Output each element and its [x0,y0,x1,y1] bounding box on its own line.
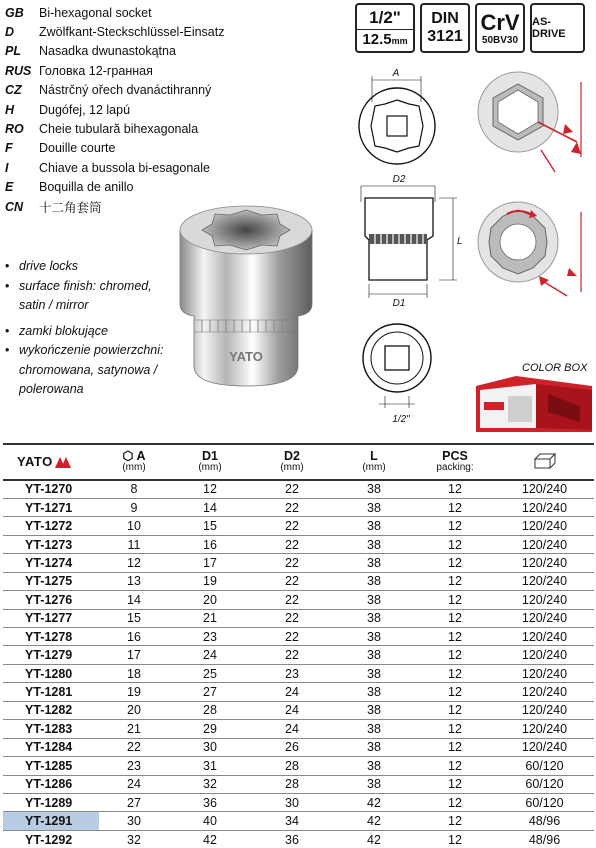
cell-box: 120/240 [495,591,594,609]
cell-code: YT-1282 [3,701,99,719]
header-brand [3,444,99,480]
cell-l: 38 [333,628,415,646]
table-row [3,498,594,516]
dimension-d2-label: D2 [392,174,406,185]
cell-pcs: 12 [415,830,495,848]
cell-pcs: 12 [415,812,495,830]
cell-d2: 22 [251,628,333,646]
cell-pcs: 12 [415,738,495,756]
cell-code: YT-1281 [3,683,99,701]
table-row [3,664,594,682]
cell-pcs: 12 [415,757,495,775]
language-row [5,81,305,100]
language-text: Chiave a bussola bi-esagonale [39,160,210,175]
language-row [5,139,305,158]
cell-code: YT-1283 [3,720,99,738]
cell-pcs: 12 [415,775,495,793]
dimension-d1-label: D1 [392,298,406,309]
language-code: CZ [5,83,22,98]
socket-brand-text: YATO [229,349,263,364]
cell-a: 20 [99,701,169,719]
cell-code: YT-1275 [3,572,99,590]
table-row [3,793,594,811]
cell-d1: 42 [169,830,251,848]
cell-a: 9 [99,498,169,516]
cell-box: 120/240 [495,572,594,590]
cell-d2: 24 [251,701,333,719]
cell-box: 120/240 [495,609,594,627]
bullet-item [5,257,180,277]
language-row [5,22,305,41]
cell-l: 38 [333,757,415,775]
table-body [3,480,594,848]
cell-d1: 19 [169,572,251,590]
cell-d2: 22 [251,646,333,664]
language-row [5,158,305,177]
bullet-text: drive locks [19,259,79,273]
cell-d2: 34 [251,812,333,830]
cell-d1: 25 [169,664,251,682]
cell-d2: 28 [251,775,333,793]
cell-box: 120/240 [495,498,594,516]
cell-l: 38 [333,775,415,793]
cell-d2: 30 [251,793,333,811]
cell-d1: 29 [169,720,251,738]
cell-code: YT-1286 [3,775,99,793]
cell-code: YT-1285 [3,757,99,775]
colorbox-label: COLOR BOX [522,362,588,374]
language-text: Zwölfkant-Steckschlüssel-Einsatz [39,25,225,40]
bullet-item [5,341,180,400]
language-row [5,178,305,197]
language-text: Dugófej, 12 lapú [39,102,131,117]
cell-pcs: 12 [415,517,495,535]
cell-l: 38 [333,683,415,701]
as-drive-badge: AS-DRIVE [530,3,585,53]
cell-l: 38 [333,572,415,590]
cell-code: YT-1277 [3,609,99,627]
top-view-drawing [359,68,435,164]
brand-logo: YATO [17,456,71,468]
drive-size: 1/2" [357,8,413,30]
socket-photo [172,196,320,388]
cell-a: 22 [99,738,169,756]
din-badge: DIN 3121 [420,3,470,53]
table-row [3,554,594,572]
language-code: CN [5,199,24,214]
cell-pcs: 12 [415,591,495,609]
cell-d1: 27 [169,683,251,701]
language-code: PL [5,44,21,59]
cell-code: YT-1284 [3,738,99,756]
bullet-dot-icon: • [5,323,10,338]
cell-d2: 24 [251,683,333,701]
cell-box: 120/240 [495,480,594,498]
cell-code: YT-1280 [3,664,99,682]
cell-a: 10 [99,517,169,535]
bullet-text: zamki blokujące [19,323,108,338]
cell-d2: 23 [251,664,333,682]
bottom-view-drawing [363,324,431,425]
cell-a: 17 [99,646,169,664]
cell-d2: 22 [251,517,333,535]
dimension-a-label: A [392,68,400,79]
language-code: RUS [5,63,32,78]
bullet-dot-icon: • [5,278,10,293]
cell-d1: 20 [169,591,251,609]
table-row [3,701,594,719]
cell-d1: 40 [169,812,251,830]
language-row [5,119,305,138]
cell-a: 27 [99,793,169,811]
bullet-item [5,277,180,316]
cell-code: YT-1271 [3,498,99,516]
table-row [3,591,594,609]
cell-d1: 30 [169,738,251,756]
cell-pcs: 12 [415,498,495,516]
cell-pcs: 12 [415,628,495,646]
logo-triangle-icon [55,457,71,468]
box-icon [534,453,556,469]
cell-a: 16 [99,628,169,646]
cell-l: 38 [333,517,415,535]
bullet-dot-icon: • [5,259,10,273]
header-box [495,444,594,480]
cell-l: 42 [333,830,415,848]
cell-d1: 14 [169,498,251,516]
language-code: RO [5,122,24,137]
drive-size-badge [355,3,415,53]
cell-box: 120/240 [495,517,594,535]
cell-a: 8 [99,480,169,498]
cell-pcs: 12 [415,683,495,701]
cell-l: 38 [333,535,415,553]
cell-a: 14 [99,591,169,609]
language-text: Boquilla de anillo [39,180,134,195]
cell-d1: 21 [169,609,251,627]
cell-d2: 36 [251,830,333,848]
header-d1: D1 (mm) [169,444,251,480]
as-drive-diagram-top [478,72,581,172]
language-code: F [5,141,13,156]
table-row [3,757,594,775]
cell-pcs: 12 [415,701,495,719]
bullet-text: surface finish: chromed, satin / mirror [19,278,152,312]
table-row [3,628,594,646]
language-text: Bi-hexagonal socket [39,5,152,20]
cell-l: 38 [333,720,415,738]
cell-d2: 22 [251,554,333,572]
cell-pcs: 12 [415,535,495,553]
cell-l: 42 [333,793,415,811]
header-pcs: PCS packing: [415,444,495,480]
language-code: I [5,160,9,175]
cell-d1: 36 [169,793,251,811]
language-row [5,61,305,80]
side-view-drawing [361,174,463,309]
dimension-l-label: L [457,236,463,247]
cell-l: 38 [333,554,415,572]
cell-pcs: 12 [415,554,495,572]
cell-a: 32 [99,830,169,848]
language-code: H [5,102,15,117]
cell-a: 30 [99,812,169,830]
language-code: GB [5,5,24,20]
cell-pcs: 12 [415,664,495,682]
cell-l: 38 [333,701,415,719]
bullets-polish [5,322,180,400]
cell-l: 38 [333,498,415,516]
cell-code: YT-1272 [3,517,99,535]
cell-d1: 24 [169,646,251,664]
cell-box: 120/240 [495,646,594,664]
cell-l: 38 [333,738,415,756]
table-header-row [3,444,594,480]
cell-box: 60/120 [495,757,594,775]
cell-a: 11 [99,535,169,553]
cell-code: YT-1279 [3,646,99,664]
table-row [3,683,594,701]
colorbox-image [476,376,592,432]
cell-box: 120/240 [495,738,594,756]
cell-d1: 17 [169,554,251,572]
language-text: Cheie tubulară bihexagonala [39,122,199,137]
header-d2: D2 (mm) [251,444,333,480]
language-text: Головка 12-гранная [39,63,153,78]
cell-code: YT-1274 [3,554,99,572]
cell-l: 42 [333,812,415,830]
cell-box: 60/120 [495,775,594,793]
cell-code: YT-1278 [3,628,99,646]
table-row [3,609,594,627]
cell-a: 13 [99,572,169,590]
cell-pcs: 12 [415,480,495,498]
cell-box: 120/240 [495,535,594,553]
cell-d2: 22 [251,535,333,553]
table-row [3,535,594,553]
language-row [5,42,305,61]
cell-a: 18 [99,664,169,682]
cell-d1: 16 [169,535,251,553]
as-drive-diagram-bottom [478,202,581,296]
cell-d2: 26 [251,738,333,756]
cell-d1: 28 [169,701,251,719]
language-text: 十二角套筒 [39,200,102,215]
cell-d2: 22 [251,609,333,627]
cell-pcs: 12 [415,609,495,627]
cell-pcs: 12 [415,720,495,738]
cell-a: 24 [99,775,169,793]
cell-box: 48/96 [495,812,594,830]
cell-box: 120/240 [495,683,594,701]
hex-outline-icon: ⬡ [122,449,134,463]
bullet-text: wykończenie powierzchni: chromowana, satynowa / polerowana [19,343,164,396]
cell-d2: 24 [251,720,333,738]
cell-pcs: 12 [415,646,495,664]
cell-box: 120/240 [495,628,594,646]
table-row [3,775,594,793]
table-row [3,517,594,535]
cell-d2: 22 [251,572,333,590]
socket-depth: 12.5mm [362,31,408,48]
cell-d2: 22 [251,591,333,609]
spec-badges [355,3,585,53]
cell-box: 120/240 [495,554,594,572]
spec-table [3,443,594,848]
cell-d1: 32 [169,775,251,793]
cell-d1: 12 [169,480,251,498]
table-row [3,830,594,848]
language-list [5,3,305,216]
cell-code: YT-1291 [3,812,99,830]
bullet-item [5,322,180,342]
cell-box: 60/120 [495,793,594,811]
language-row [5,100,305,119]
cell-box: 48/96 [495,830,594,848]
cell-l: 38 [333,591,415,609]
crv-badge: CrV 50BV30 [475,3,525,53]
cell-code: YT-1292 [3,830,99,848]
feature-bullets [5,257,180,406]
table-row [3,572,594,590]
language-code: D [5,25,15,40]
cell-a: 15 [99,609,169,627]
cell-a: 23 [99,757,169,775]
cell-l: 38 [333,646,415,664]
language-row [5,3,305,22]
cell-d2: 22 [251,498,333,516]
cell-pcs: 12 [415,793,495,811]
cell-code: YT-1273 [3,535,99,553]
cell-l: 38 [333,609,415,627]
cell-a: 21 [99,720,169,738]
cell-d2: 28 [251,757,333,775]
bullets-english [5,257,180,316]
language-text: Nástrčný ořech dvanáctihranný [39,83,212,98]
cell-box: 120/240 [495,720,594,738]
cell-d1: 31 [169,757,251,775]
bullet-dot-icon: • [5,343,10,357]
language-text: Douille courte [39,141,116,156]
table-row [3,480,594,498]
cell-box: 120/240 [495,701,594,719]
header-a: ⬡ A (mm) [99,444,169,480]
cell-d2: 22 [251,480,333,498]
cell-l: 38 [333,664,415,682]
table-row [3,720,594,738]
cell-code: YT-1276 [3,591,99,609]
cell-code: YT-1270 [3,480,99,498]
cell-a: 19 [99,683,169,701]
table-row [3,646,594,664]
table-row [3,738,594,756]
cell-pcs: 12 [415,572,495,590]
language-code: E [5,180,14,195]
cell-l: 38 [333,480,415,498]
header-l: L (mm) [333,444,415,480]
drive-dimension-label: 1/2" [392,414,410,425]
cell-code: YT-1289 [3,793,99,811]
cell-a: 12 [99,554,169,572]
table-row [3,812,594,830]
cell-d1: 23 [169,628,251,646]
cell-d1: 15 [169,517,251,535]
language-text: Nasadka dwunastokątna [39,44,176,59]
cell-box: 120/240 [495,664,594,682]
